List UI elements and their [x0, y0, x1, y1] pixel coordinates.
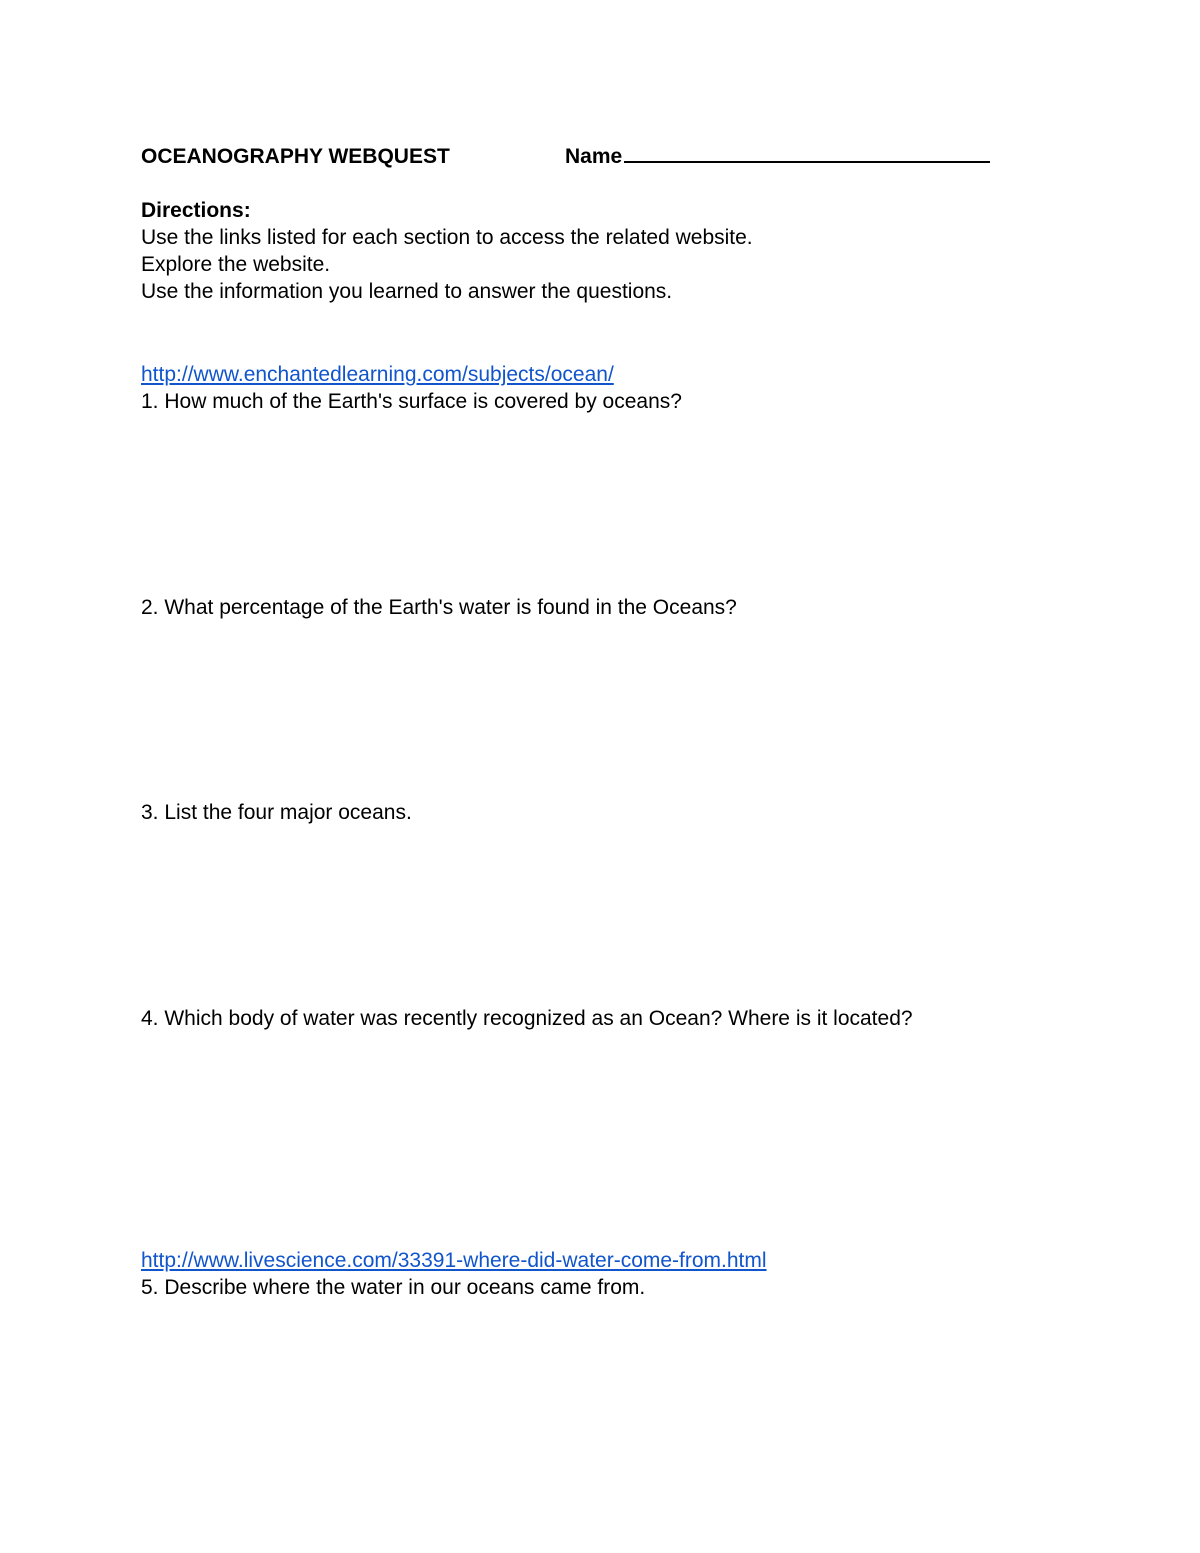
question-2: 2. What percentage of the Earth's water is found in the Oceans? — [141, 596, 737, 619]
resource-link-enchantedlearning[interactable]: http://www.enchantedlearning.com/subjects/ocean/ — [141, 363, 614, 386]
directions-line: Use the links listed for each section to access the related website. — [141, 226, 753, 249]
question-5: 5. Describe where the water in our oceans came from. — [141, 1276, 646, 1299]
directions-line: Use the information you learned to answer the questions. — [141, 280, 673, 303]
name-field[interactable] — [565, 143, 990, 170]
question-3: 3. List the four major oceans. — [141, 801, 412, 824]
name-label: Name — [565, 145, 623, 168]
question-4: 4. Which body of water was recently recognized as an Ocean? Where is it located? — [141, 1007, 913, 1030]
resource-link-livescience[interactable]: http://www.livescience.com/33391-where-did-water-come-from.html — [141, 1249, 767, 1272]
name-blank-line — [624, 161, 990, 163]
worksheet-title: OCEANOGRAPHY WEBQUEST — [141, 145, 450, 168]
directions-line: Explore the website. — [141, 253, 331, 276]
question-1: 1. How much of the Earth's surface is covered by oceans? — [141, 390, 682, 413]
directions-heading: Directions: — [141, 199, 251, 222]
